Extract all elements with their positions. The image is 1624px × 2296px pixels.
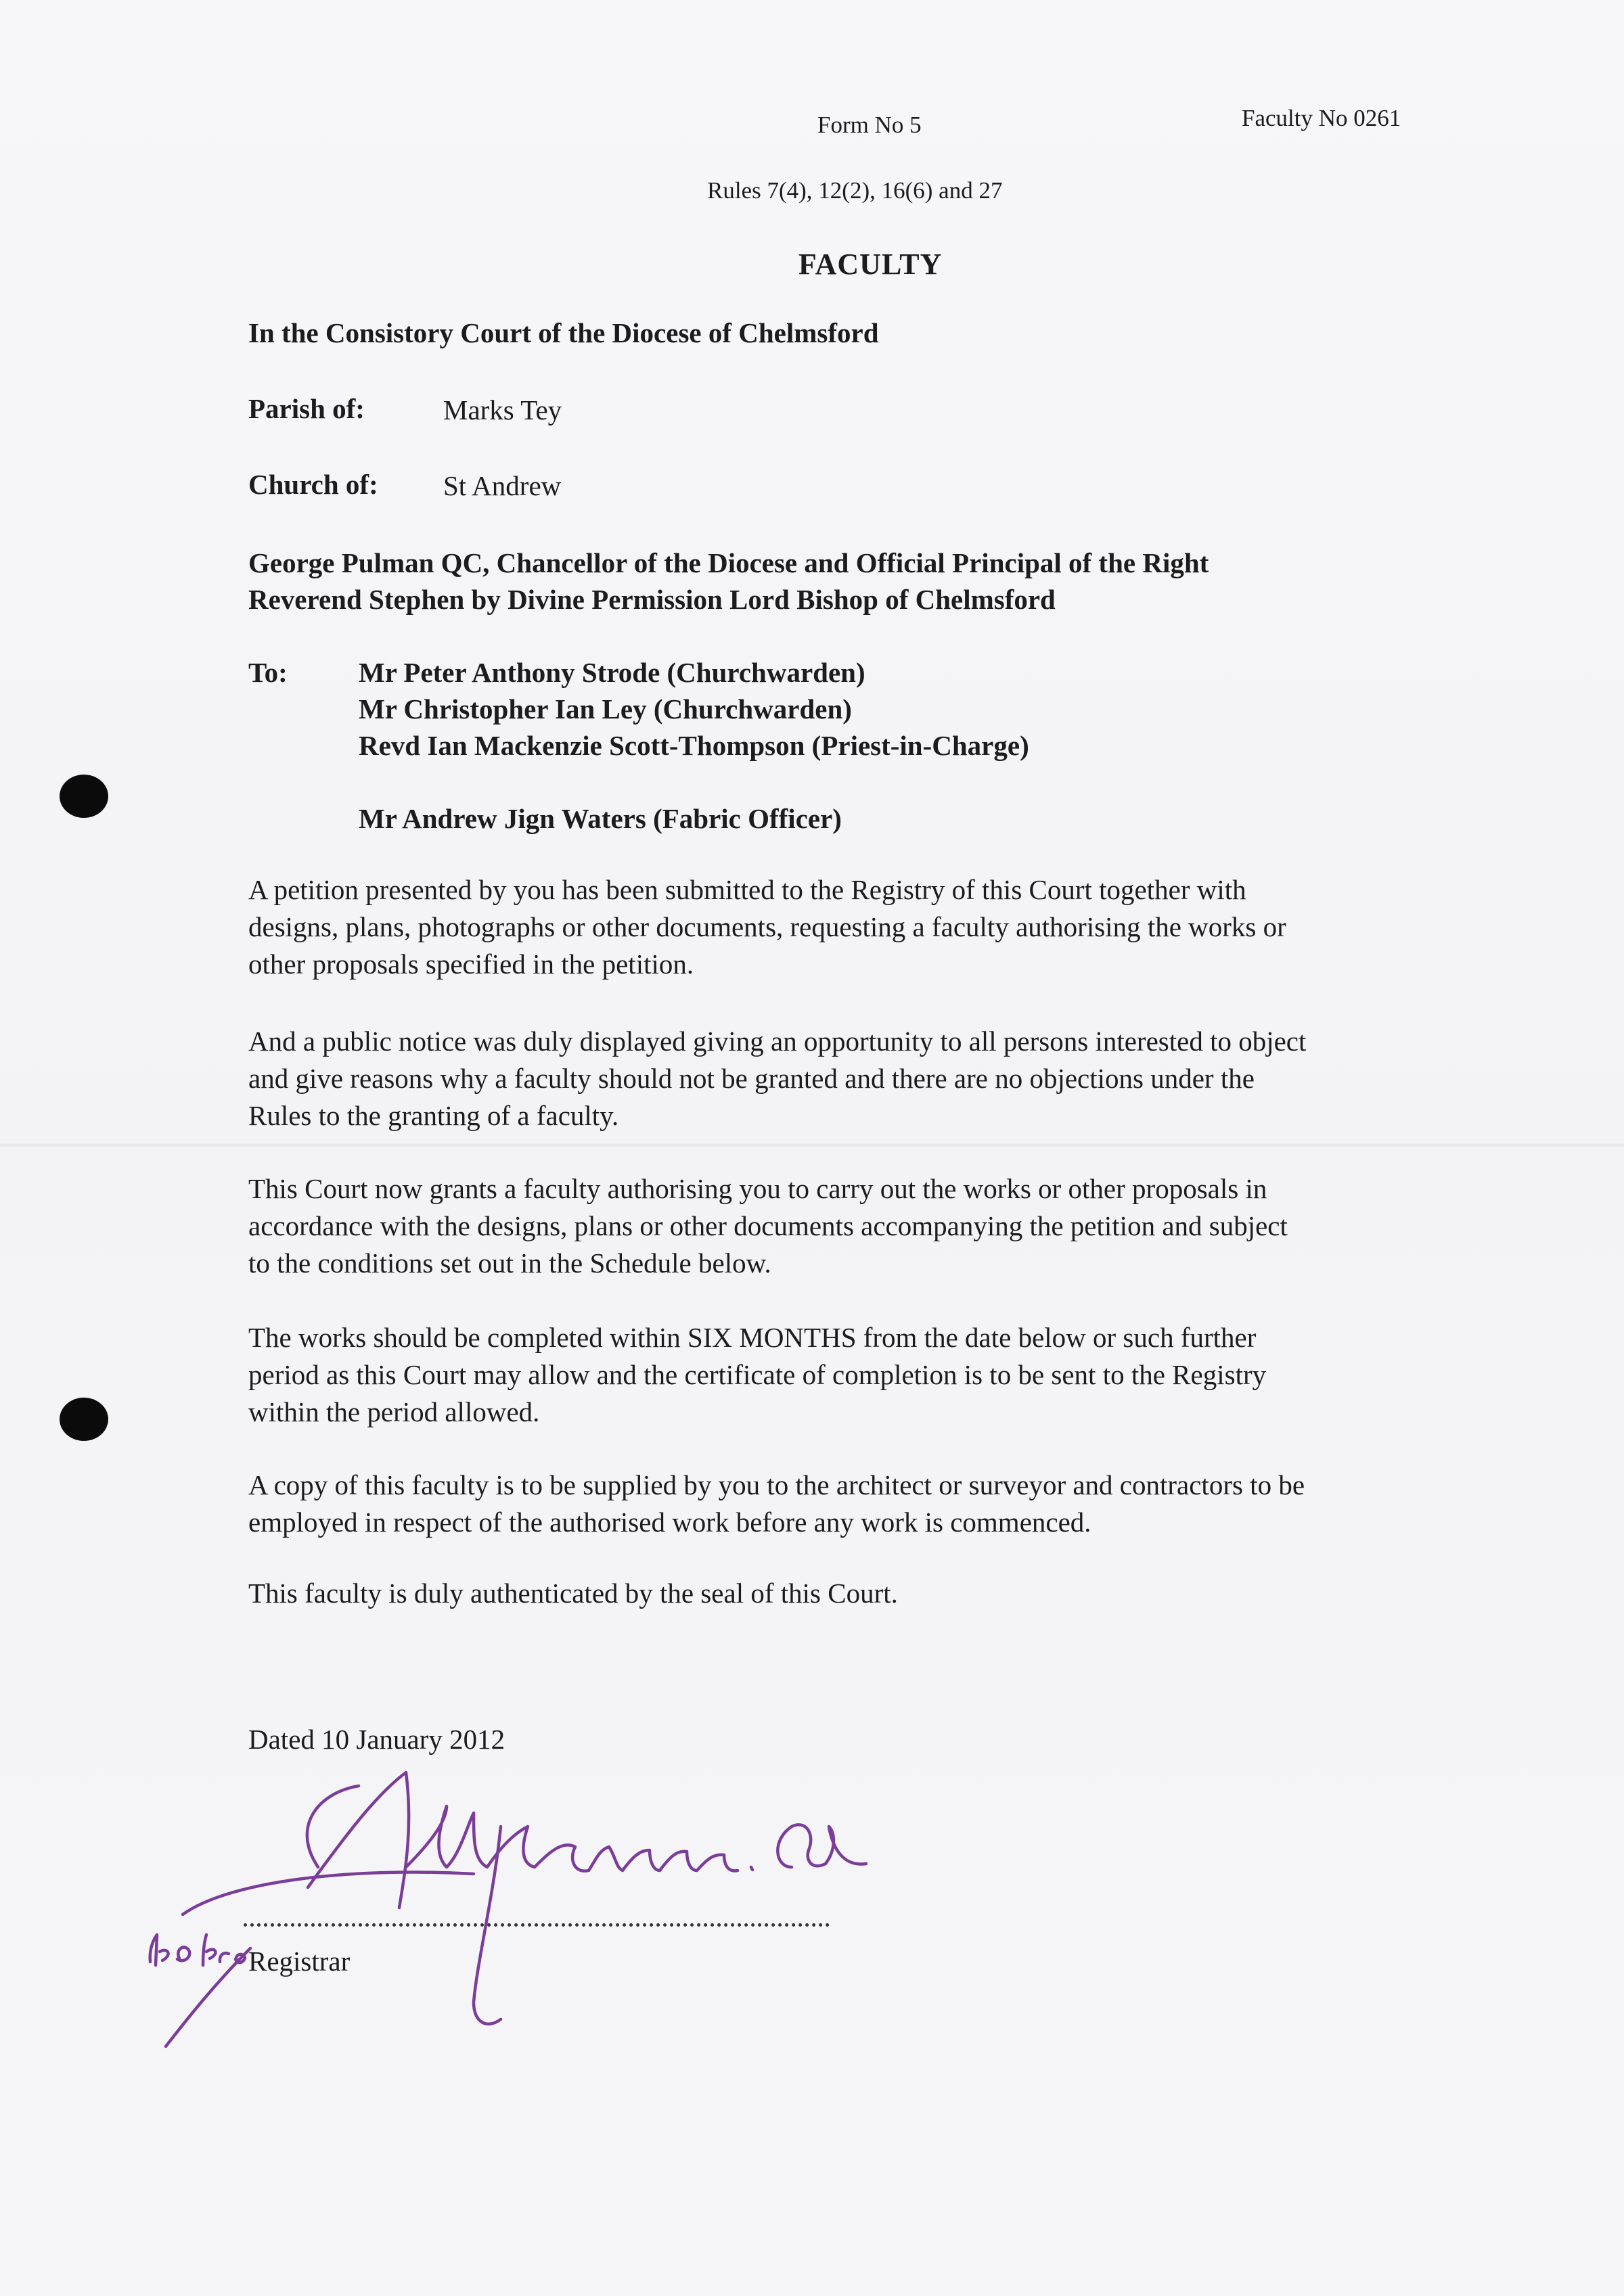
paragraph-line: and give reasons why a faculty should not be granted and there are no objections under the (248, 1063, 1255, 1094)
paragraph-line: And a public notice was duly displayed giving an opportunity to all persons interested to object (248, 1026, 1307, 1057)
paragraph-line: The works should be completed within SIX MONTHS from the date below or such further (248, 1322, 1257, 1353)
paragraph-line: other proposals specified in the petition. (248, 948, 694, 980)
chancellor-line-1: George Pulman QC, Chancellor of the Diocese and Official Principal of the Right (248, 547, 1209, 578)
recipients-label: To: (248, 657, 288, 688)
paragraph-line: This Court now grants a faculty authorising you to carry out the works or other proposals in (248, 1173, 1267, 1204)
paragraph-line: period as this Court may allow and the certificate of completion is to be sent to the Registry (248, 1359, 1267, 1390)
chancellor-line-2: Reverend Stephen by Divine Permission Lord Bishop of Chelmsford (248, 584, 1056, 615)
paragraph-line: A petition presented by you has been submitted to the Registry of this Court together with (248, 874, 1246, 905)
paragraph-line: employed in respect of the authorised work before any work is commenced. (248, 1507, 1091, 1538)
paragraph-line: This faculty is duly authenticated by the seal of this Court. (248, 1578, 898, 1609)
form-number: Form No 5 (817, 112, 922, 138)
recipient-name: Mr Christopher Ian Ley (Churchwarden) (359, 693, 852, 725)
dated-line: Dated 10 January 2012 (248, 1724, 505, 1755)
paragraph-line: designs, plans, photographs or other documents, requesting a faculty authorising the works or (248, 911, 1286, 942)
recipient-name: Mr Peter Anthony Strode (Churchwarden) (359, 657, 865, 688)
paragraph-line: Rules to the granting of a faculty. (248, 1100, 619, 1131)
document-title: FACULTY (798, 248, 943, 281)
parish-value: Marks Tey (443, 394, 562, 426)
parish-label: Parish of: (248, 393, 365, 424)
recipient-name: Mr Andrew Jign Waters (Fabric Officer) (359, 803, 842, 834)
paragraph-line: to the conditions set out in the Schedule below. (248, 1247, 771, 1279)
church-label: Church of: (248, 469, 378, 500)
registrar-title: Registrar (248, 1946, 351, 1977)
court-heading: In the Consistory Court of the Diocese of Chelmsford (248, 317, 879, 348)
rules-reference: Rules 7(4), 12(2), 16(6) and 27 (707, 177, 1003, 204)
paragraph-line: A copy of this faculty is to be supplied by you to the architect or surveyor and contractors to be (248, 1469, 1305, 1500)
faculty-number: Faculty No 0261 (1242, 105, 1401, 131)
paragraph-line: accordance with the designs, plans or other documents accompanying the petition and subject (248, 1210, 1288, 1241)
paragraph-line: within the period allowed. (248, 1396, 540, 1427)
church-value: St Andrew (443, 470, 562, 501)
recipient-name: Revd Ian Mackenzie Scott-Thompson (Priest-in-Charge) (359, 730, 1029, 761)
